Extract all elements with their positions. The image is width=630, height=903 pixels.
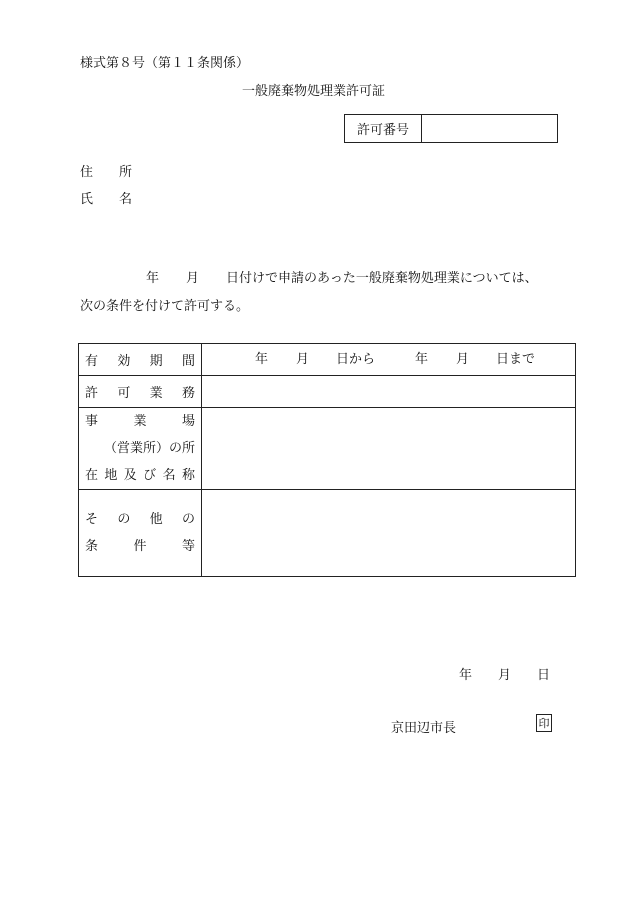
name-label: 氏 名 [80,192,133,207]
document-title: 一般廃棄物処理業許可証 [242,84,386,99]
validity-period-header: 有 効 期 間 [79,344,202,376]
issue-date: 年 月 日 [459,668,551,683]
permit-number-value[interactable] [422,115,557,142]
body-sentence-line-2: 次の条件を付けて許可する。 [80,299,250,314]
validity-period-value[interactable]: 年 月 日から 年 月 日まで [202,344,576,376]
table-row [79,344,576,376]
seal-stamp: 印 [536,714,552,732]
table-row [79,408,576,490]
business-location-header: 事 業 場 （営業所）の所 在 地 及 び 名 称 [79,408,202,490]
issuer-name: 京田辺市長 [391,721,457,736]
body-sentence-line-1: 年 月 日付けで申請のあった一般廃棄物処理業については、 [146,271,538,286]
address-label: 住 所 [80,165,133,180]
other-conditions-value[interactable] [202,490,576,577]
business-location-value[interactable] [202,408,576,490]
conditions-table [78,343,576,577]
permitted-business-value[interactable] [202,376,576,408]
permitted-business-header: 許 可 業 務 [79,376,202,408]
permit-number-box [344,114,558,143]
form-number: 様式第８号（第１１条関係） [80,56,250,71]
other-conditions-header: そ の 他 の 条 件 等 [79,490,202,577]
permit-number-label: 許可番号 [345,115,422,142]
table-row [79,490,576,577]
table-row [79,376,576,408]
